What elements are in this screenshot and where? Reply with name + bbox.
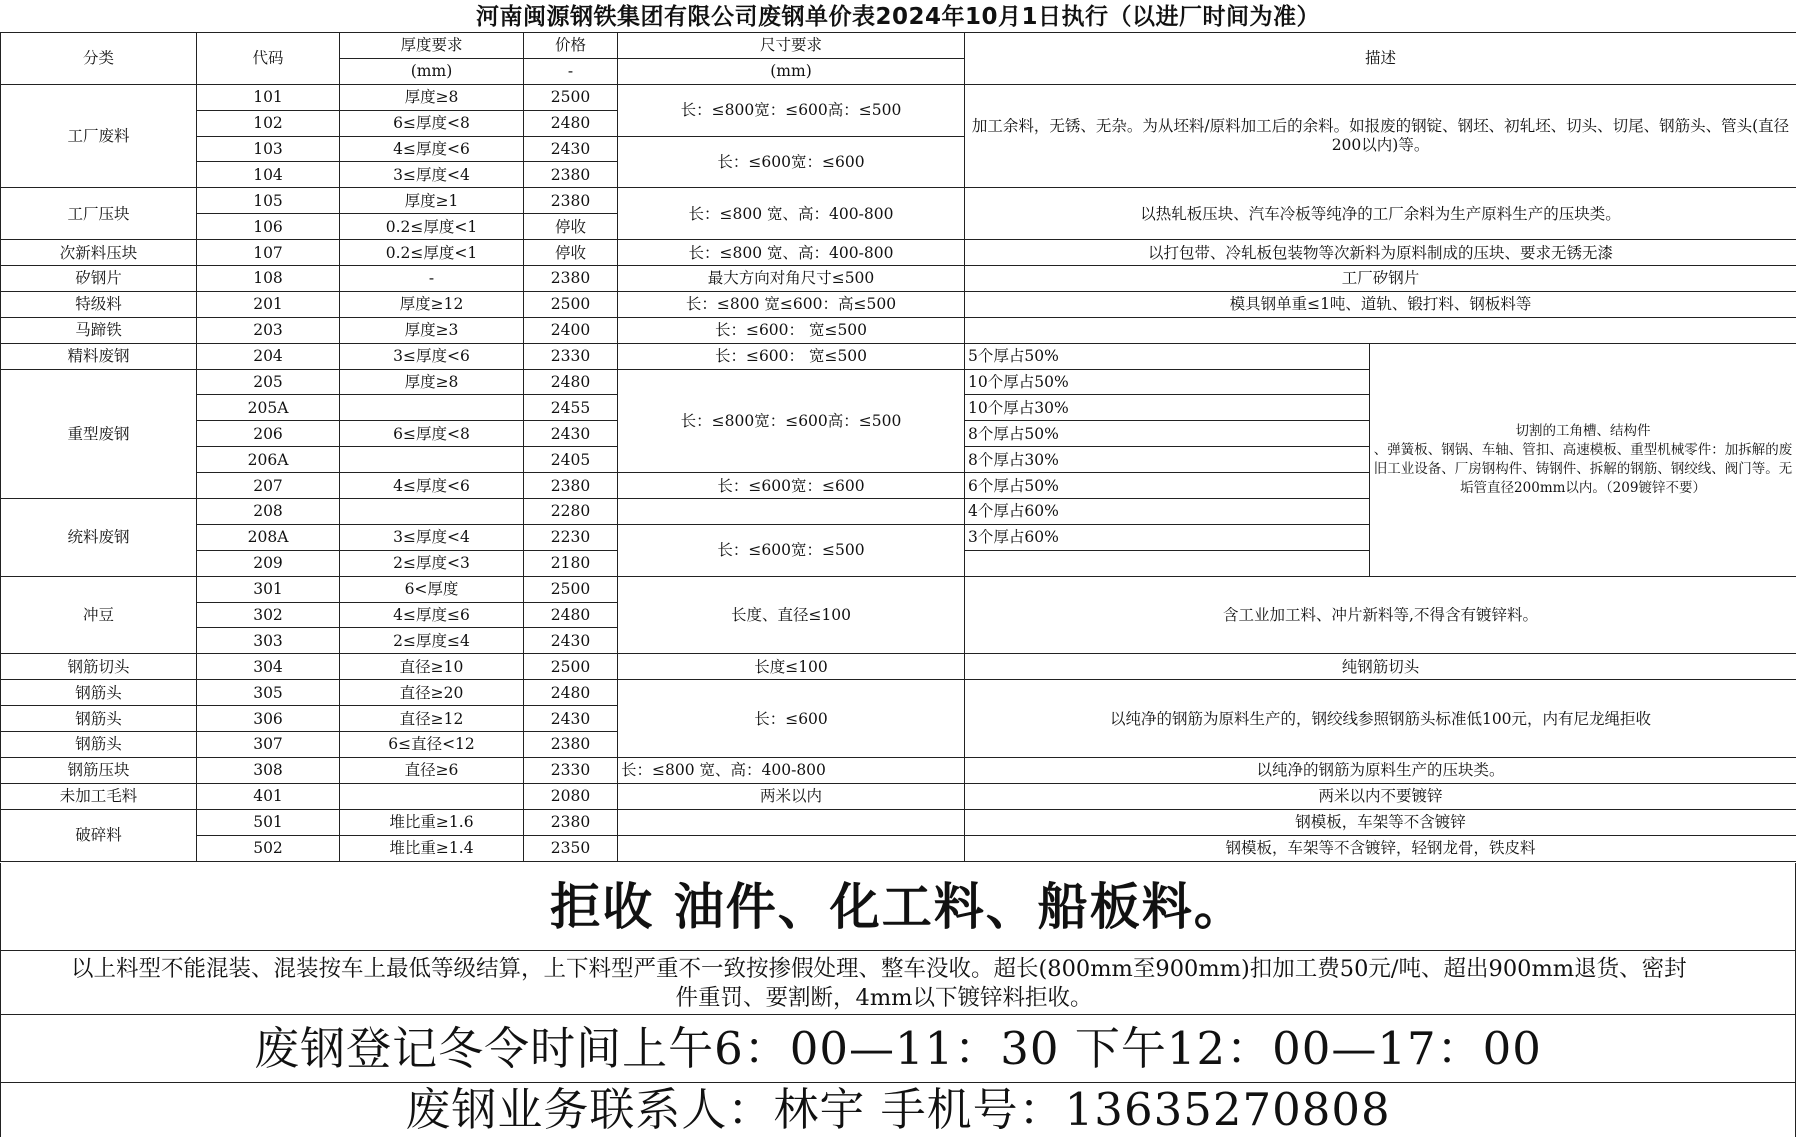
thickness-cell: 厚度≥3 [340, 317, 524, 343]
thickness-cell: - [340, 266, 524, 292]
code-cell: 306 [197, 706, 340, 732]
category-cell: 矽钢片 [1, 266, 197, 292]
header-size: 尺寸要求 [618, 33, 965, 59]
table-row [1, 757, 1796, 783]
code-cell: 101 [197, 84, 340, 110]
code-cell: 206 [197, 421, 340, 447]
description-cell: 含工业加工料、冲片新料等,不得含有镀锌料。 [965, 576, 1796, 654]
code-cell: 206A [197, 447, 340, 473]
description-cell: 两米以内不要镀锌 [965, 783, 1796, 809]
price-cell: 停收 [524, 214, 618, 240]
category-cell: 钢筋头 [1, 732, 197, 758]
description-cell: 加工余料，无锈、无杂。为从坯料/原料加工后的余料。如报废的钢锭、钢坯、初轧坯、切头、切尾、钢筋头、管头(直径200以内)等。 [965, 84, 1796, 188]
code-cell: 502 [197, 835, 340, 861]
header-thickness-unit: (mm) [340, 58, 524, 84]
description-cell [965, 317, 1796, 343]
cut-description-cell [1370, 343, 1796, 576]
thickness-cell: 6≤厚度<8 [340, 110, 524, 136]
thickness-cell: 3≤厚度<4 [340, 162, 524, 188]
registration-hours: 废钢登记冬令时间上午6：00—11：30 下午12：00—17：00 [0, 1015, 1796, 1083]
header-description: 描述 [965, 33, 1796, 85]
thickness-cell: 3≤厚度<4 [340, 524, 524, 550]
price-cell: 2430 [524, 706, 618, 732]
price-cell: 2500 [524, 291, 618, 317]
code-cell: 208A [197, 524, 340, 550]
code-cell: 207 [197, 473, 340, 499]
header-size-unit: (mm) [618, 58, 965, 84]
price-cell: 2500 [524, 576, 618, 602]
price-cell: 2180 [524, 550, 618, 576]
ratio-cell: 8个厚占50% [965, 421, 1370, 447]
thickness-cell [340, 783, 524, 809]
price-cell: 2380 [524, 809, 618, 835]
table-row [1, 835, 1796, 861]
category-cell: 马蹄铁 [1, 317, 197, 343]
size-cell: 长：≤800 宽≤600：高≤500 [618, 291, 965, 317]
ratio-cell: 6个厚占50% [965, 473, 1370, 499]
code-cell: 104 [197, 162, 340, 188]
ratio-cell: 5个厚占50% [965, 343, 1370, 369]
table-row [1, 343, 1796, 369]
thickness-cell: 4≤厚度<6 [340, 473, 524, 499]
price-cell: 2350 [524, 835, 618, 861]
code-cell: 102 [197, 110, 340, 136]
rules-line-2: 件重罚、要割断，4mm以下镀锌料拒收。 [675, 985, 1093, 1011]
table-row [1, 188, 1796, 214]
header-row [1, 33, 1796, 59]
header-code: 代码 [197, 33, 340, 85]
thickness-cell: 堆比重≥1.4 [340, 835, 524, 861]
size-cell: 长：≤600： 宽≤500 [618, 343, 965, 369]
code-cell: 303 [197, 628, 340, 654]
table-row [1, 576, 1796, 602]
price-cell: 2430 [524, 136, 618, 162]
code-cell: 205 [197, 369, 340, 395]
price-cell: 2480 [524, 110, 618, 136]
price-cell: 2480 [524, 369, 618, 395]
price-cell: 2480 [524, 680, 618, 706]
category-cell: 工厂废料 [1, 84, 197, 188]
size-cell: 长：≤600宽：≤600 [618, 473, 965, 499]
code-cell: 307 [197, 732, 340, 758]
size-cell: 长度≤100 [618, 654, 965, 680]
size-cell [618, 835, 965, 861]
price-cell: 2380 [524, 162, 618, 188]
size-cell: 长：≤800宽：≤600高：≤500 [618, 84, 965, 136]
price-cell: 2500 [524, 654, 618, 680]
code-cell: 209 [197, 550, 340, 576]
category-cell: 工厂压块 [1, 188, 197, 240]
thickness-cell: 0.2≤厚度<1 [340, 214, 524, 240]
table-row [1, 783, 1796, 809]
category-cell: 精料废钢 [1, 343, 197, 369]
description-cell: 以纯净的钢筋为原料生产的压块类。 [965, 757, 1796, 783]
code-cell: 308 [197, 757, 340, 783]
category-cell: 破碎料 [1, 809, 197, 861]
price-cell: 2400 [524, 317, 618, 343]
price-cell: 2330 [524, 343, 618, 369]
description-cell: 钢模板，车架等不含镀锌 [965, 809, 1796, 835]
thickness-cell: 直径≥6 [340, 757, 524, 783]
price-cell: 2230 [524, 524, 618, 550]
code-cell: 304 [197, 654, 340, 680]
table-row [1, 680, 1796, 706]
description-cell: 钢模板，车架等不含镀锌，轻钢龙骨，铁皮料 [965, 835, 1796, 861]
price-cell: 2430 [524, 628, 618, 654]
code-cell: 501 [197, 809, 340, 835]
cut-description-line2: 、弹簧板、钢锅、车轴、管扣、高速模板、重型机械零件：加拆解的废旧工业设备、厂房钢构件、铸钢件、拆解的钢筋、钢绞线、阀门等。无垢管直径200mm以内。（209镀锌不要） [1373, 441, 1793, 496]
category-cell: 钢筋头 [1, 680, 197, 706]
code-cell: 203 [197, 317, 340, 343]
table-row [1, 84, 1796, 110]
code-cell: 301 [197, 576, 340, 602]
code-cell: 204 [197, 343, 340, 369]
code-cell: 107 [197, 240, 340, 266]
description-cell: 工厂矽钢片 [965, 266, 1796, 292]
code-cell: 201 [197, 291, 340, 317]
description-cell: 以打包带、冷轧板包装物等次新料为原料制成的压块、要求无锈无漆 [965, 240, 1796, 266]
table-row [1, 317, 1796, 343]
ratio-cell: 3个厚占60% [965, 524, 1370, 550]
table-row [1, 809, 1796, 835]
price-table [0, 32, 1796, 862]
thickness-cell: 4≤厚度≤6 [340, 602, 524, 628]
code-cell: 401 [197, 783, 340, 809]
thickness-cell: 厚度≥12 [340, 291, 524, 317]
category-cell: 钢筋切头 [1, 654, 197, 680]
thickness-cell: 6≤厚度<8 [340, 421, 524, 447]
description-cell: 纯钢筋切头 [965, 654, 1796, 680]
size-cell: 长：≤600宽：≤600 [618, 136, 965, 188]
thickness-cell: 厚度≥8 [340, 369, 524, 395]
price-cell: 2380 [524, 266, 618, 292]
page-title: 河南闽源钢铁集团有限公司废钢单价表2024年10月1日执行（以进厂时间为准） [475, 4, 1321, 30]
size-cell [618, 499, 965, 525]
thickness-cell: 堆比重≥1.6 [340, 809, 524, 835]
thickness-cell: 直径≥20 [340, 680, 524, 706]
price-cell: 2500 [524, 84, 618, 110]
size-cell: 最大方向对角尺寸≤500 [618, 266, 965, 292]
thickness-cell [340, 395, 524, 421]
price-cell: 2380 [524, 732, 618, 758]
thickness-cell [340, 499, 524, 525]
description-cell: 以纯净的钢筋为原料生产的，钢绞线参照钢筋头标准低100元，内有尼龙绳拒收 [965, 680, 1796, 758]
thickness-cell: 6<厚度 [340, 576, 524, 602]
size-cell: 长：≤800 宽、高：400-800 [618, 240, 965, 266]
thickness-cell: 厚度≥8 [340, 84, 524, 110]
code-cell: 106 [197, 214, 340, 240]
category-cell: 特级料 [1, 291, 197, 317]
reject-notice: 拒收 油件、化工料、船板料。 [0, 863, 1796, 951]
thickness-cell: 厚度≥1 [340, 188, 524, 214]
thickness-cell [340, 447, 524, 473]
thickness-cell: 2≤厚度<3 [340, 550, 524, 576]
code-cell: 205A [197, 395, 340, 421]
rules-notice [0, 951, 1796, 1015]
table-row [1, 291, 1796, 317]
price-cell: 停收 [524, 240, 618, 266]
category-cell: 统料废钢 [1, 499, 197, 577]
header-price-unit: - [524, 58, 618, 84]
thickness-cell: 3≤厚度<6 [340, 343, 524, 369]
size-cell: 长：≤800 宽、高：400-800 [618, 188, 965, 240]
size-cell: 长：≤800宽：≤600高：≤500 [618, 369, 965, 473]
ratio-cell: 10个厚占50% [965, 369, 1370, 395]
size-cell: 长：≤800 宽、高：400-800 [618, 757, 965, 783]
price-cell: 2380 [524, 188, 618, 214]
contact-info: 废钢业务联系人：林宇 手机号：13635270808 [0, 1083, 1796, 1137]
description-cell: 以热轧板压块、汽车冷板等纯净的工厂余料为生产原料生产的压块类。 [965, 188, 1796, 240]
category-cell: 未加工毛料 [1, 783, 197, 809]
price-cell: 2455 [524, 395, 618, 421]
category-cell: 重型废钢 [1, 369, 197, 498]
table-row [1, 654, 1796, 680]
header-price: 价格 [524, 33, 618, 59]
size-cell: 长：≤600 [618, 680, 965, 758]
category-cell: 钢筋头 [1, 706, 197, 732]
code-cell: 208 [197, 499, 340, 525]
table-row [1, 266, 1796, 292]
price-cell: 2330 [524, 757, 618, 783]
size-cell: 长：≤600宽：≤500 [618, 524, 965, 576]
ratio-cell: 10个厚占30% [965, 395, 1370, 421]
header-category: 分类 [1, 33, 197, 85]
code-cell: 105 [197, 188, 340, 214]
header-thickness: 厚度要求 [340, 33, 524, 59]
price-cell: 2405 [524, 447, 618, 473]
size-cell: 两米以内 [618, 783, 965, 809]
thickness-cell: 6≤直径<12 [340, 732, 524, 758]
table-row [1, 240, 1796, 266]
cut-description-line1: 切割的工角槽、结构件 [1515, 422, 1651, 439]
code-cell: 108 [197, 266, 340, 292]
thickness-cell: 2≤厚度≤4 [340, 628, 524, 654]
code-cell: 103 [197, 136, 340, 162]
thickness-cell: 4≤厚度<6 [340, 136, 524, 162]
thickness-cell: 0.2≤厚度<1 [340, 240, 524, 266]
category-cell: 冲豆 [1, 576, 197, 654]
price-cell: 2080 [524, 783, 618, 809]
size-cell: 长：≤600： 宽≤500 [618, 317, 965, 343]
code-cell: 305 [197, 680, 340, 706]
size-cell: 长度、直径≤100 [618, 576, 965, 654]
thickness-cell: 直径≥10 [340, 654, 524, 680]
ratio-cell: 8个厚占30% [965, 447, 1370, 473]
price-cell: 2430 [524, 421, 618, 447]
price-cell: 2380 [524, 473, 618, 499]
rules-line-1: 以上料型不能混装、混装按车上最低等级结算，上下料型严重不一致按掺假处理、整车没收。超长(800mm至900mm)扣加工费50元/吨、超出900mm退货、密封 [71, 956, 1687, 982]
ratio-cell [965, 550, 1370, 576]
price-cell: 2480 [524, 602, 618, 628]
size-cell [618, 809, 965, 835]
category-cell: 次新料压块 [1, 240, 197, 266]
thickness-cell: 直径≥12 [340, 706, 524, 732]
category-cell: 钢筋压块 [1, 757, 197, 783]
description-cell: 模具钢单重≤1吨、道轨、锻打料、钢板料等 [965, 291, 1796, 317]
price-cell: 2280 [524, 499, 618, 525]
code-cell: 302 [197, 602, 340, 628]
ratio-cell: 4个厚占60% [965, 499, 1370, 525]
